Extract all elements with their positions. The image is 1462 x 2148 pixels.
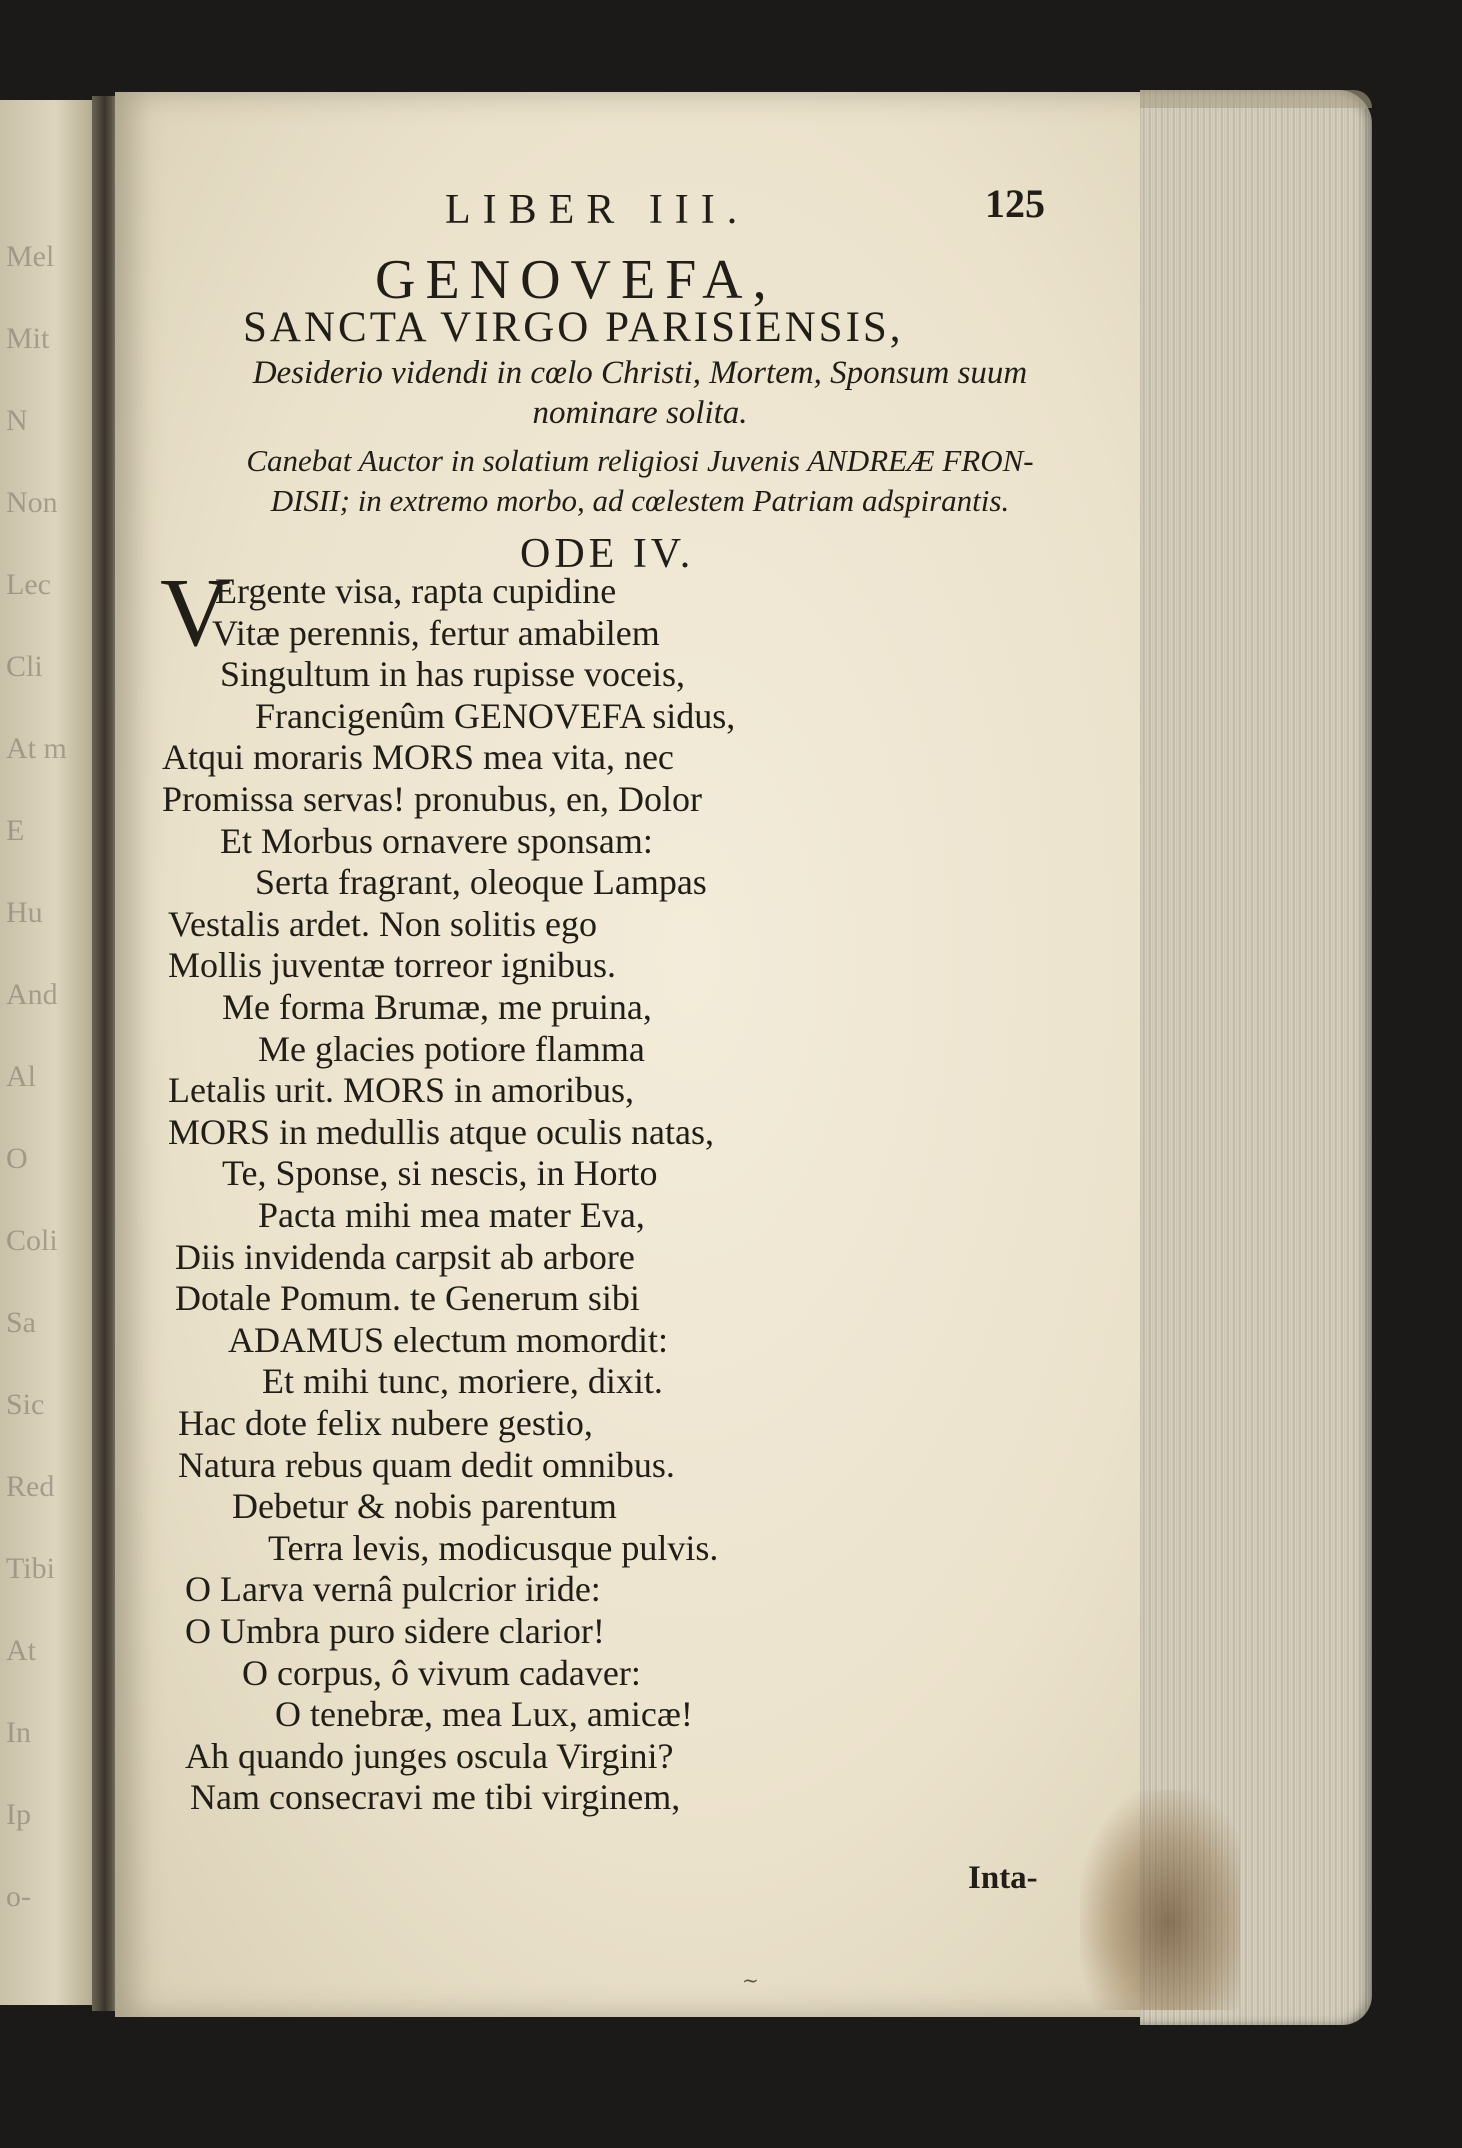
verse-line: Ergente visa, rapta cupidine [215,571,617,611]
verse-line: MORS in medullis atque oculis natas, [168,1111,714,1152]
verse-line: Vestalis ardet. Non solitis ego [168,903,597,944]
left-page-fragment: Coli [6,1224,58,1257]
left-page-fragment: O [6,1142,28,1175]
description-line-2: nominare solita. [532,395,748,431]
verse-line: Vitæ perennis, fertur amabilem [212,612,660,653]
left-page-fragment: Mit [6,322,50,355]
left-page-fragment: Hu [6,896,43,929]
left-page-fragment: Sic [6,1388,45,1421]
verse-line: Pacta mihi mea mater Eva, [258,1195,645,1235]
page-fore-edge [1140,90,1372,2025]
printer-mark: ~ [742,1968,759,1992]
verse-line: Singultum in has rupisse voceis, [220,654,685,695]
left-page-fragment: N [6,404,28,437]
verse-line: Ah quando junges oscula Virgini? [185,1735,674,1776]
left-page-fragment: Tibi [6,1552,55,1585]
verse-line: Letalis urit. MORS in amoribus, [168,1070,634,1111]
ode-number: ODE IV. [520,531,695,577]
verse-line: Serta fragrant, oleoque Lampas [255,862,707,903]
left-page-fragment: Red [6,1470,55,1503]
water-stain [1080,1790,1240,2010]
left-page-fragment: And [6,978,58,1011]
verse-line: O tenebræ, mea Lux, amicæ! [275,1694,693,1735]
description-line-1: Desiderio videndi in cœlo Christi, Mortem, Sponsum suum [252,355,1028,391]
left-page-fragment: Mel [6,240,55,273]
running-head: LIBER III. [445,187,750,233]
verse-line: ADAMUS electum momordit: [228,1319,668,1360]
verse-line: Et Morbus ornavere sponsam: [220,820,653,861]
verse-line: O corpus, ô vivum cadaver: [242,1652,641,1693]
left-page-fragment: Cli [6,650,43,683]
verse-line: Diis invidenda carpsit ab arbore [175,1236,635,1277]
left-page-fragment: Sa [6,1306,36,1339]
left-page-fragment: E [6,814,25,847]
left-page-fragment: Ip [6,1798,31,1831]
left-page-fragment: At m [6,732,67,765]
verse-line: Me glacies potiore flamma [258,1028,645,1069]
verse-line: Debetur & nobis parentum [232,1486,617,1527]
description-line-4: DISII; in extremo morbo, ad cœlestem Patriam adspirantis. [270,483,1010,518]
verse-line: Te, Sponse, si nescis, in Horto [222,1153,658,1194]
left-page-fragment: Non [6,486,58,519]
left-page-fragment: In [6,1716,31,1749]
verse-line: Francigenûm GENOVEFA sidus, [255,695,736,736]
left-page-fragment: Al [6,1060,36,1093]
page-number: 125 [985,181,1045,226]
verse-line: O Umbra puro sidere clarior! [185,1611,605,1651]
verse-line: Atqui moraris MORS mea vita, nec [162,737,674,778]
verse-line: Terra levis, modicusque pulvis. [268,1527,719,1568]
left-page-fragment: At [6,1634,36,1667]
verse-line: Hac dote felix nubere gestio, [178,1403,593,1443]
verse-line: Mollis juventæ torreor ignibus. [168,945,616,986]
verse-line: Dotale Pomum. te Generum sibi [175,1278,640,1319]
poem-subtitle: SANCTA VIRGO PARISIENSIS, [243,304,904,351]
catchword: Inta- [968,1860,1038,1896]
drop-cap: V [160,559,231,667]
verse-line: Nam consecravi me tibi virginem, [190,1777,681,1818]
verse-line: Promissa servas! pronubus, en, Dolor [162,779,702,819]
poem-title: GENOVEFA, [375,249,777,311]
left-page-fragment: o- [6,1880,31,1913]
description-line-3: Canebat Auctor in solatium religiosi Juvenis ANDREÆ FRON- [246,443,1034,478]
verse-line: Et mihi tunc, moriere, dixit. [262,1361,663,1402]
verse-line: Natura rebus quam dedit omnibus. [178,1444,675,1485]
verse-line: O Larva vernâ pulcrior iride: [185,1569,601,1610]
verse-line: Me forma Brumæ, me pruina, [222,987,652,1027]
left-page-edge [0,100,100,2005]
left-page-fragment: Lec [6,568,51,601]
fore-edge-shadow [1140,90,1372,108]
